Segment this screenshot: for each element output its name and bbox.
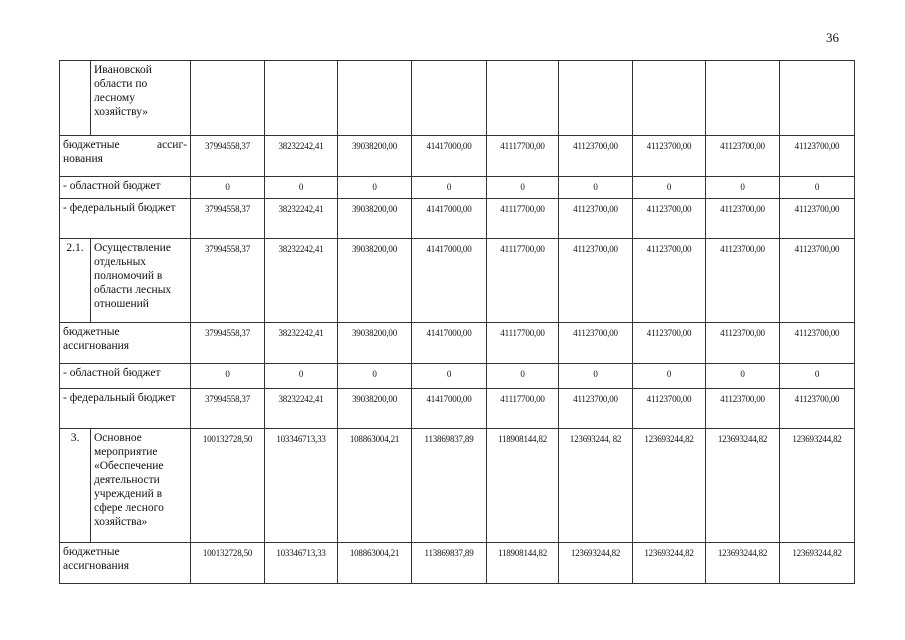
value-cell: 123693244,82 (706, 543, 780, 584)
value-cell: 123693244, 82 (559, 429, 633, 543)
value-cell: 123693244,82 (633, 543, 706, 584)
value-cell: 41123700,00 (633, 239, 706, 323)
value-cell (706, 61, 780, 136)
value-cell: 41123700,00 (559, 136, 633, 177)
value-cell: 37994558,37 (191, 136, 265, 177)
value-cell: 41123700,00 (633, 136, 706, 177)
value-cell: 39038200,00 (338, 239, 412, 323)
value-cell: 103346713,33 (265, 429, 338, 543)
table-row (60, 364, 855, 389)
table-row (60, 177, 855, 199)
value-cell: 118908144,82 (487, 429, 559, 543)
value-cell: 41417000,00 (412, 136, 487, 177)
row-label: - областной бюджет (60, 364, 191, 389)
row-label: Осуществление отдельных полномочий в области лесных отношений (91, 239, 191, 323)
value-cell: 123693244,82 (706, 429, 780, 543)
table-row (60, 239, 855, 323)
value-cell: 41123700,00 (706, 136, 780, 177)
value-cell: 41417000,00 (412, 239, 487, 323)
value-cell: 0 (633, 364, 706, 389)
value-cell: 38232242,41 (265, 136, 338, 177)
value-cell: 41123700,00 (780, 199, 855, 239)
row-index: 2.1. (60, 239, 91, 323)
row-label: бюджетные ассигнования (60, 323, 191, 364)
value-cell (780, 61, 855, 136)
value-cell: 38232242,41 (265, 323, 338, 364)
table-row (60, 389, 855, 429)
value-cell: 0 (265, 364, 338, 389)
value-cell: 100132728,50 (191, 429, 265, 543)
value-cell: 41123700,00 (706, 199, 780, 239)
value-cell: 123693244,82 (559, 543, 633, 584)
value-cell: 0 (412, 177, 487, 199)
value-cell: 41123700,00 (780, 136, 855, 177)
value-cell: 0 (780, 177, 855, 199)
value-cell: 118908144,82 (487, 543, 559, 584)
value-cell (633, 61, 706, 136)
value-cell: 41123700,00 (559, 323, 633, 364)
value-cell: 38232242,41 (265, 239, 338, 323)
value-cell: 37994558,37 (191, 323, 265, 364)
value-cell: 41123700,00 (780, 323, 855, 364)
value-cell: 39038200,00 (338, 323, 412, 364)
value-cell: 41123700,00 (780, 389, 855, 429)
value-cell: 41417000,00 (412, 323, 487, 364)
value-cell (559, 61, 633, 136)
value-cell: 41123700,00 (706, 239, 780, 323)
row-label: - областной бюджет (60, 177, 191, 199)
value-cell: 39038200,00 (338, 136, 412, 177)
table-row (60, 429, 855, 543)
value-cell: 113869837,89 (412, 543, 487, 584)
table-row (60, 136, 855, 177)
value-cell: 0 (559, 364, 633, 389)
value-cell: 0 (633, 177, 706, 199)
row-label: Ивановской области по лесному хозяйству» (91, 61, 191, 136)
row-label: Основное мероприятие «Обеспечение деятельности учреждений в сфере лесного хозяйства» (91, 429, 191, 543)
table-row (60, 61, 855, 136)
value-cell: 37994558,37 (191, 199, 265, 239)
value-cell: 41117700,00 (487, 323, 559, 364)
budget-table (59, 60, 855, 584)
row-label-text: бюджетные ассиг-нования (63, 139, 187, 165)
value-cell: 41117700,00 (487, 199, 559, 239)
value-cell: 0 (780, 364, 855, 389)
table-row (60, 323, 855, 364)
value-cell: 41417000,00 (412, 199, 487, 239)
value-cell: 41117700,00 (487, 136, 559, 177)
value-cell (412, 61, 487, 136)
value-cell: 0 (338, 364, 412, 389)
value-cell: 41123700,00 (559, 389, 633, 429)
value-cell: 37994558,37 (191, 239, 265, 323)
value-cell: 0 (265, 177, 338, 199)
row-label: - федеральный бюджет (60, 199, 191, 239)
value-cell: 38232242,41 (265, 389, 338, 429)
value-cell: 38232242,41 (265, 199, 338, 239)
value-cell: 39038200,00 (338, 389, 412, 429)
table-row (60, 543, 855, 584)
value-cell: 37994558,37 (191, 389, 265, 429)
value-cell: 0 (706, 364, 780, 389)
value-cell: 123693244,82 (780, 543, 855, 584)
value-cell: 41117700,00 (487, 389, 559, 429)
value-cell (191, 61, 265, 136)
value-cell: 41123700,00 (559, 239, 633, 323)
value-cell: 41123700,00 (780, 239, 855, 323)
value-cell: 113869837,89 (412, 429, 487, 543)
value-cell: 0 (559, 177, 633, 199)
value-cell: 123693244,82 (633, 429, 706, 543)
value-cell: 108863004,21 (338, 429, 412, 543)
value-cell: 0 (338, 177, 412, 199)
value-cell: 108863004,21 (338, 543, 412, 584)
row-label: - федеральный бюджет (60, 389, 191, 429)
value-cell (487, 61, 559, 136)
value-cell: 41123700,00 (633, 199, 706, 239)
value-cell (265, 61, 338, 136)
table-row (60, 199, 855, 239)
value-cell: 0 (487, 364, 559, 389)
page-number: 36 (826, 30, 839, 45)
value-cell: 100132728,50 (191, 543, 265, 584)
value-cell: 39038200,00 (338, 199, 412, 239)
value-cell: 41123700,00 (559, 199, 633, 239)
row-label: бюджетные ассигнования (60, 543, 191, 584)
value-cell: 0 (487, 177, 559, 199)
value-cell: 0 (706, 177, 780, 199)
row-index: 3. (60, 429, 91, 543)
value-cell: 41123700,00 (706, 323, 780, 364)
value-cell: 0 (191, 364, 265, 389)
value-cell (338, 61, 412, 136)
value-cell: 123693244,82 (780, 429, 855, 543)
value-cell: 41123700,00 (706, 389, 780, 429)
row-label (60, 136, 191, 177)
value-cell: 0 (191, 177, 265, 199)
value-cell: 41123700,00 (633, 389, 706, 429)
index-cell (60, 61, 91, 136)
value-cell: 0 (412, 364, 487, 389)
value-cell: 41417000,00 (412, 389, 487, 429)
value-cell: 103346713,33 (265, 543, 338, 584)
value-cell: 41123700,00 (633, 323, 706, 364)
value-cell: 41117700,00 (487, 239, 559, 323)
